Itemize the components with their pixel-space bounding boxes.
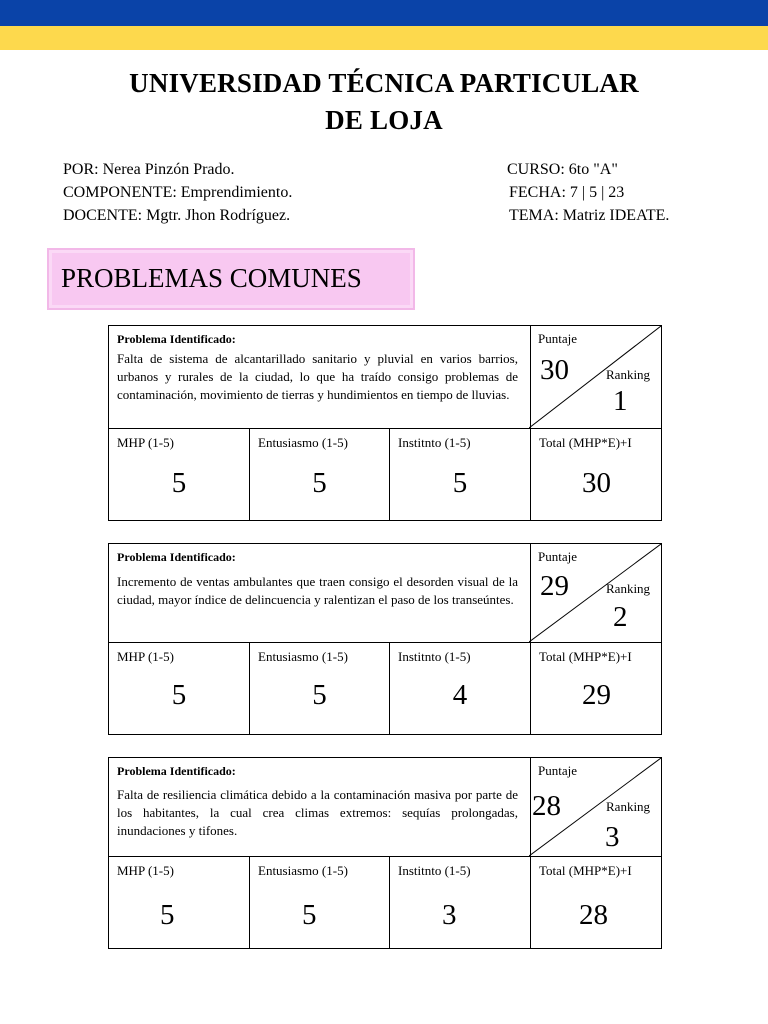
ranking-value: 2: [613, 601, 628, 633]
total-cell: [531, 857, 662, 948]
problem-row: [108, 543, 662, 643]
problem-description: Incremento de ventas ambulantes que traen consigo el desorden visual de la ciudad, mayor índice de delincuencia y ralentizan el paso de los transeúntes.: [117, 574, 518, 607]
topic-line: TEMA: Matriz IDEATE.: [509, 207, 670, 224]
problem-cell: [109, 544, 531, 642]
entusiasmo-label: Entusiasmo (1-5): [258, 649, 348, 664]
mhp-label: MHP (1-5): [117, 435, 174, 450]
instinto-value: 5: [452, 467, 468, 499]
mhp-value: 5: [171, 467, 187, 499]
mhp-label: MHP (1-5): [117, 649, 174, 664]
metrics-row: [108, 643, 662, 735]
top-yellow-band: [0, 26, 768, 50]
mhp-value: 5: [160, 899, 175, 931]
entusiasmo-cell: [250, 857, 390, 948]
instinto-cell: [390, 429, 531, 520]
entusiasmo-cell: [250, 643, 390, 734]
score-cell: [529, 758, 661, 856]
instinto-label: Institnto (1-5): [398, 649, 471, 664]
mhp-cell: [109, 429, 250, 520]
entusiasmo-value: 5: [302, 899, 317, 931]
entusiasmo-value: 5: [312, 679, 327, 711]
date-line: FECHA: 7 | 5 | 23: [509, 184, 625, 201]
mhp-label: MHP (1-5): [117, 863, 174, 878]
instinto-cell: [390, 643, 531, 734]
ranking-label: Ranking: [606, 581, 651, 596]
entusiasmo-label: Entusiasmo (1-5): [258, 435, 348, 450]
problem-description: Falta de resiliencia climática debido a la contaminación masiva por parte de los habitantes, la cual crea climas extremos: sequías prolongadas, inundaciones y tifones.: [117, 787, 518, 838]
total-cell: [531, 643, 662, 734]
total-value: 30: [582, 467, 611, 499]
puntaje-label: Puntaje: [538, 331, 577, 346]
section-title-box: [47, 248, 415, 310]
puntaje-label: Puntaje: [538, 549, 577, 564]
instinto-value: 4: [452, 679, 468, 711]
mhp-cell: [109, 643, 250, 734]
score-cell: [529, 326, 661, 428]
problem-cell: [109, 758, 531, 856]
puntaje-value: 29: [540, 570, 569, 602]
problem-label: Problema Identificado:: [117, 764, 236, 778]
ranking-value: 1: [613, 385, 628, 417]
entusiasmo-cell: [250, 429, 390, 520]
ranking-label: Ranking: [606, 799, 651, 814]
top-blue-band: [0, 0, 768, 26]
total-label: Total (MHP*E)+I: [539, 649, 632, 664]
entusiasmo-label: Entusiasmo (1-5): [258, 863, 348, 878]
puntaje-value: 28: [532, 790, 561, 822]
problem-description: Falta de sistema de alcantarillado sanitario y pluvial en varios barrios, urbanos y rurales de la ciudad, lo que ha traído consigo problemas de contaminación, movimiento de tierras y hundimientos en tiempo de lluvias.: [117, 351, 518, 402]
problem-cell: [109, 326, 531, 428]
total-cell: [531, 429, 662, 520]
problem-label: Problema Identificado:: [117, 332, 236, 346]
component-line: COMPONENTE: Emprendimiento.: [63, 184, 293, 201]
author-line: POR: Nerea Pinzón Prado.: [63, 161, 235, 178]
total-label: Total (MHP*E)+I: [539, 863, 632, 878]
metrics-row: [108, 429, 662, 521]
instinto-label: Institnto (1-5): [398, 435, 471, 450]
section-title: PROBLEMAS COMUNES: [61, 263, 362, 293]
university-title-line1: UNIVERSIDAD TÉCNICA PARTICULAR: [129, 68, 639, 98]
university-title-line2: DE LOJA: [325, 105, 443, 135]
total-value: 28: [579, 899, 608, 931]
puntaje-value: 30: [540, 354, 569, 386]
instinto-cell: [390, 857, 531, 948]
problem-row: [108, 325, 662, 429]
total-value: 29: [582, 679, 611, 711]
mhp-value: 5: [171, 679, 187, 711]
ranking-value: 3: [605, 821, 620, 853]
entusiasmo-value: 5: [312, 467, 327, 499]
course-line: CURSO: 6to "A": [507, 161, 618, 178]
score-cell: [529, 544, 661, 642]
problem-label: Problema Identificado:: [117, 550, 236, 564]
problem-row: [108, 757, 662, 857]
mhp-cell: [109, 857, 250, 948]
instinto-value: 3: [442, 899, 457, 931]
total-label: Total (MHP*E)+I: [539, 435, 632, 450]
ranking-label: Ranking: [606, 367, 651, 382]
instinto-label: Institnto (1-5): [398, 863, 471, 878]
metrics-row: [108, 857, 662, 949]
teacher-line: DOCENTE: Mgtr. Jhon Rodríguez.: [63, 207, 291, 224]
puntaje-label: Puntaje: [538, 763, 577, 778]
